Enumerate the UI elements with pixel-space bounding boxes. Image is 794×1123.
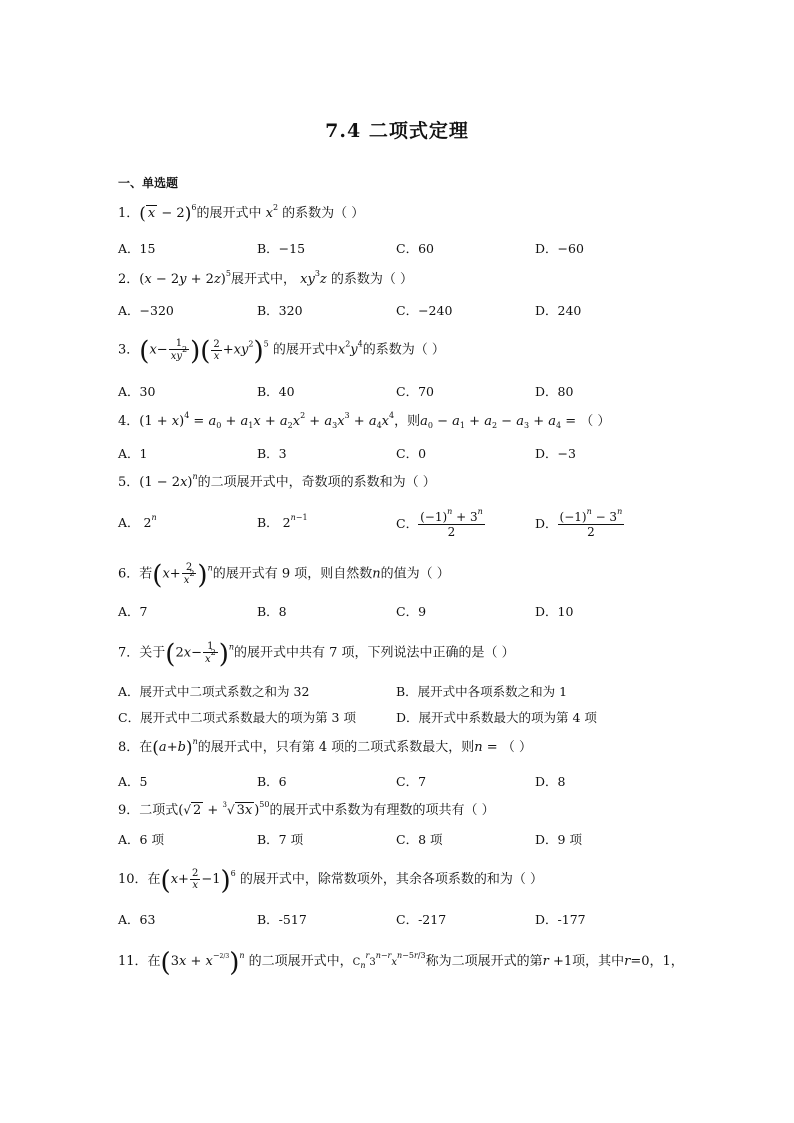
question-5-options bbox=[118, 507, 678, 544]
question-2: 2．$(x - 2y + 2z)^5$展开式中， $xy^3z$ 的系数为（ ） bbox=[118, 269, 414, 287]
option-d[interactable]: D．展开式中系数最大的项为第 4 项 bbox=[396, 710, 597, 725]
section-heading: 一、单选题 bbox=[118, 176, 179, 190]
option-d[interactable]: D．80 bbox=[535, 384, 574, 399]
option-a[interactable]: A．展开式中二项式系数之和为 32 bbox=[118, 684, 310, 699]
question-6: 6．若(x+ $\frac{2}{x^2}$ )$^n$的展开式有 9 项，则自然数n的值为（ ） bbox=[118, 560, 450, 591]
question-11: 11．在$(3x + x^{-2/3})^n$ 的二项展开式中，$C_n^r3^{n-r}x^{n-5r/3}$称为二项展开式的第r +1项，其中r=0，1， bbox=[118, 948, 684, 978]
question-5: 5．$(1 - 2x)^n$的二项展开式中，奇数项的系数和为（ ） bbox=[118, 472, 436, 490]
option-a[interactable]: A．6 项 bbox=[118, 832, 164, 847]
option-d[interactable]: D．8 bbox=[535, 774, 566, 789]
question-7: 7．关于(2x− $\frac{1}{x^2}$ )$^n$的展开式中共有 7 项，下列说法中正确的是（ ） bbox=[118, 639, 515, 670]
question-10: 10．在(x+ $\frac{2}{x}$ −1)$^6$ 的展开式中，除常数项外，其余各项系数的和为（ ） bbox=[118, 866, 544, 896]
option-a[interactable]: A．30 bbox=[118, 384, 156, 399]
option-c[interactable]: C．9 bbox=[396, 604, 427, 619]
question-8: 8．在$(a+b)^n$的展开式中，只有第 4 项的二项式系数最大，则n = （ ） bbox=[118, 737, 532, 758]
option-c[interactable]: C．0 bbox=[396, 446, 427, 461]
question-9: 9．二项式(√ 2 + $^3$√ 3x )$^{50}$的展开式中系数为有理数的项共有（ ） bbox=[118, 800, 495, 818]
option-d[interactable]: D． $\frac{(-1)^n - 3^n}{2}$ bbox=[535, 507, 623, 539]
option-a[interactable]: A．15 bbox=[118, 241, 156, 256]
option-c[interactable]: C．8 项 bbox=[396, 832, 443, 847]
option-b[interactable]: B． $2^{n-1}$ bbox=[257, 513, 308, 530]
option-a[interactable]: A．7 bbox=[118, 604, 148, 619]
option-d[interactable]: D．−60 bbox=[535, 241, 584, 256]
option-b[interactable]: B．展开式中各项系数之和为 1 bbox=[396, 684, 568, 699]
option-a[interactable]: A．−320 bbox=[118, 303, 174, 318]
option-d[interactable]: D．9 项 bbox=[535, 832, 582, 847]
option-a[interactable]: A．63 bbox=[118, 912, 156, 927]
option-c[interactable]: C．展开式中二项式系数最大的项为第 3 项 bbox=[118, 710, 356, 725]
option-b[interactable]: B．7 项 bbox=[257, 832, 304, 847]
question-4: 4．$(1 + x)^4 = a_0 + a_1x + a_2x^2 + a_3x^3 + a_4x^4$，则$a_0 - a_1 + a_2 - a_3 + a_4$ = （ ） bbox=[118, 411, 611, 430]
option-b[interactable]: B．-517 bbox=[257, 912, 307, 927]
option-b[interactable]: B．320 bbox=[257, 303, 303, 318]
option-a[interactable]: A．1 bbox=[118, 446, 148, 461]
question-1: 1．( x − 2)$^6$的展开式中 $x^2$ 的系数为（ ） bbox=[118, 203, 365, 224]
option-d[interactable]: D．240 bbox=[535, 303, 582, 318]
option-c[interactable]: C．60 bbox=[396, 241, 434, 256]
option-b[interactable]: B．6 bbox=[257, 774, 287, 789]
option-d[interactable]: D．10 bbox=[535, 604, 574, 619]
option-b[interactable]: B．3 bbox=[257, 446, 287, 461]
option-d[interactable]: D．-177 bbox=[535, 912, 586, 927]
option-c[interactable]: C．7 bbox=[396, 774, 427, 789]
option-a[interactable]: A．5 bbox=[118, 774, 148, 789]
option-c[interactable]: C．-217 bbox=[396, 912, 447, 927]
option-b[interactable]: B．−15 bbox=[257, 241, 306, 256]
option-a[interactable]: A． 2$^n$ bbox=[118, 513, 157, 530]
option-d[interactable]: D．−3 bbox=[535, 446, 576, 461]
option-c[interactable]: C．−240 bbox=[396, 303, 453, 318]
option-c[interactable]: C． $\frac{(-1)^n + 3^n}{2}$ bbox=[396, 507, 483, 539]
question-3: 3．(x− $\frac{1}{xy^2}$ )( $\frac{2}{x}$ $+xy^2)^5$ 的展开式中$x^2y^4$的系数为（ ） bbox=[118, 336, 445, 367]
option-c[interactable]: C．70 bbox=[396, 384, 434, 399]
page-title: 7.4 二项式定理 bbox=[325, 120, 469, 142]
option-b[interactable]: B．40 bbox=[257, 384, 295, 399]
option-b[interactable]: B．8 bbox=[257, 604, 287, 619]
